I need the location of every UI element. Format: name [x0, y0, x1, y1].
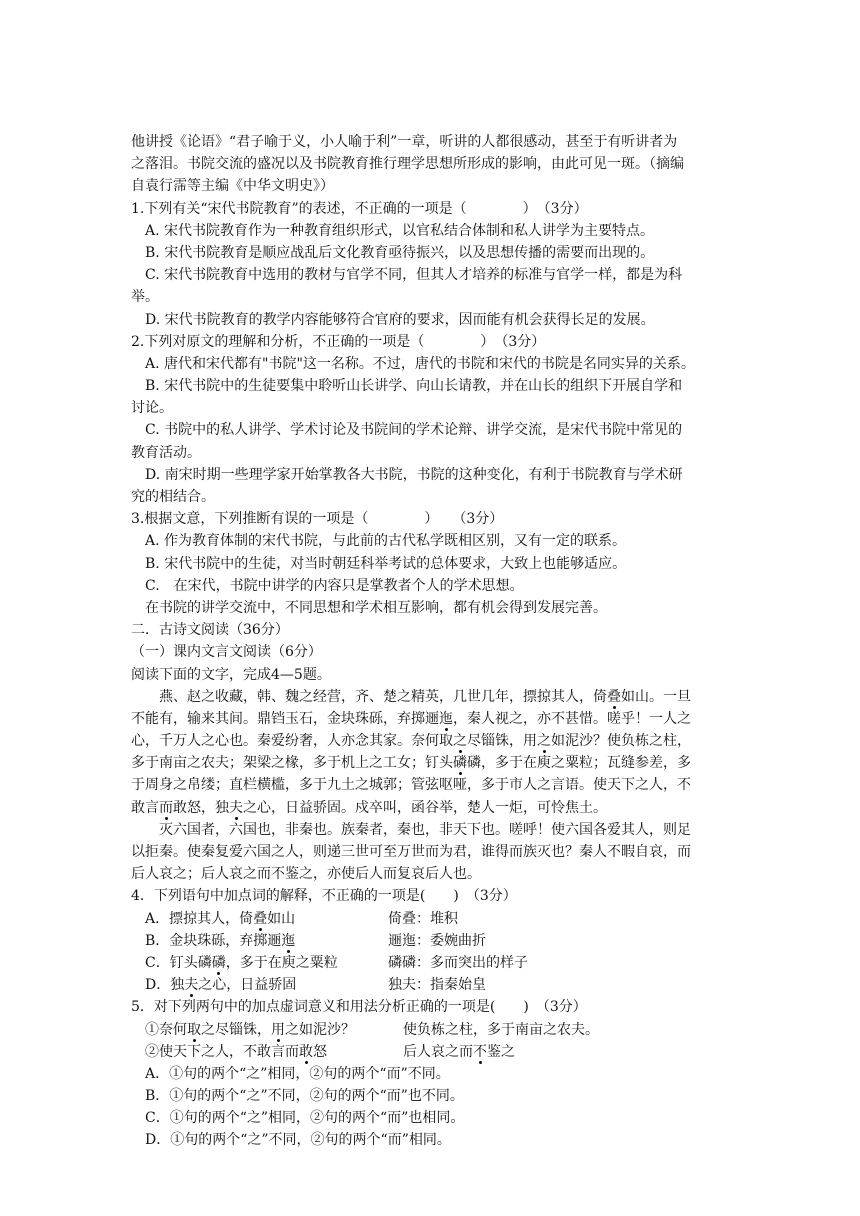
emphasis-dot-char: 用 [271, 1021, 285, 1038]
question-5-option: D．①句的两个“之”不同，②句的两个“而”相同。 [145, 1132, 451, 1149]
question-5-option: C．①句的两个“之”相同，②句的两个“而”也相同。 [145, 1110, 465, 1127]
option-gloss: 独夫：指秦始皇 [388, 977, 486, 994]
option-gloss: 磷磷：多而突出的样子 [388, 954, 528, 971]
emphasis-dot-char: 敢 [299, 1043, 313, 1060]
option-phrase: C．钉头磷磷，多于在庾之粟粒 [145, 954, 338, 971]
sentence-left: ②使天下之人，不敢言而敢怒 [145, 1043, 327, 1060]
emphasis-dot-char: 而 [159, 799, 173, 816]
question-4-stem: 4．下列语句中加点词的解释，不正确的一项是( ) （3分） [131, 888, 517, 905]
question-5-sentence-pair [131, 1019, 733, 1041]
passage-line: 以拒秦。使秦复爱六国之人，则递三世可至万世而为君，谁得而族灭也？秦人不暇自哀，而 [131, 844, 691, 860]
question-2-option: D. 南宋时期一些理学家开始掌教各大书院，书院的这种变化，有利于书院教育与学术研 [145, 466, 683, 483]
reading-instruction: 阅读下面的文字，完成4—5题。 [131, 666, 331, 683]
emphasis-dot-char: 夫 [184, 977, 199, 994]
question-1-option: C. 宋代书院教育中选用的教材与官学不同，但其人才培养的标准与官学一样，都是为科 [145, 267, 683, 284]
question-5-sentence-pair [131, 1041, 733, 1063]
question-2-option-continued: 讨论。 [131, 400, 173, 417]
section-heading: 二．古诗文阅读（36分） [131, 622, 289, 639]
question-2-option: A. 唐代和宋代都有"书院"这一名称。不过，唐代的书院和宋代的书院是名同实异的关系。 [145, 355, 695, 372]
emphasis-dot-char: 叠 [253, 910, 268, 927]
sentence-left: ①奈何取之尽锱铢，用之如泥沙？ [145, 1021, 355, 1038]
question-3-option: B. 宋代书院中的生徒，对当时朝廷科举考试的总体要求，大致上也能够适应。 [145, 555, 627, 572]
emphasis-dot-char: 不 [473, 1043, 487, 1060]
emphasis-dot-char: 磷 [453, 755, 467, 772]
passage-line: 后人哀之；后人哀之而不鉴之，亦使后人而复哀后人也。 [131, 866, 481, 883]
emphasis-dot-char: 夫 [229, 799, 243, 816]
emphasis-dot-char: 磷 [211, 954, 226, 971]
question-3-stem: 3.根据文意，下列推断有误的一项是（ ） （3分） [131, 511, 504, 528]
emphasis-dot-char: 取 [187, 1021, 201, 1038]
sentence-right: 后人哀之而不鉴之 [403, 1043, 515, 1060]
emphasis-dot-char: 迤 [439, 710, 453, 727]
classical-passage [131, 686, 733, 886]
passage-line: 心，千万人之心也。秦爱纷奢，人亦念其家。奈何取之尽锱铢，用之如泥沙？使负栋之柱， [131, 733, 691, 750]
option-phrase: A．摽掠其人，倚叠如山 [145, 910, 296, 927]
question-2-option: B. 宋代书院中的生徒要集中聆听山长讲学、向山长请教，并在山长的组织下开展自学和 [145, 378, 683, 395]
question-1-option: B. 宋代书院教育是顺应战乱后文化教育亟待振兴，以及思想传播的需要而出现的。 [145, 244, 655, 261]
option-phrase: B．金块珠砾，弃掷逦迤 [145, 932, 296, 949]
question-3-option: A. 作为教育体制的宋代书院，与此前的古代私学既相区别，又有一定的联系。 [145, 533, 627, 550]
question-1-option: A. 宋代书院教育作为一种教育组织形式，以官私结合体制和私人讲学为主要特点。 [145, 222, 655, 239]
passage-line: 敢言而敢怒，独夫之心，日益骄固。戍卒叫，函谷举，楚人一炬，可怜焦土。 [131, 799, 607, 816]
passage-line: 不能有，输来其间。鼎铛玉石，金块珠砾，弃掷逦迤，秦人视之，亦不甚惜。嗟乎！一人之 [131, 710, 691, 727]
sentence-right: 使负栋之柱，多于南亩之农夫。 [403, 1021, 599, 1038]
question-2-option-continued: 教育活动。 [131, 444, 201, 461]
intro-line: 自袁行霈等主编《中华文明史》） [131, 178, 334, 195]
question-2-stem: 2.下列对原文的理解和分析，不正确的一项是（ ） （3分） [131, 333, 546, 350]
question-2-option: C. 书院中的私人讲学、学术讨论及书院间的学术论辩、讲学交流，是宋代书院中常见的 [145, 422, 683, 439]
question-2-option-continued: 究的相结合。 [131, 489, 215, 505]
question-1-stem: 1.下列有关“宋代书院教育”的表述，不正确的一项是（ ） （3分） [131, 200, 588, 217]
question-5-option: B．①句的两个“之”不同，②句的两个“而”也不同。 [145, 1088, 464, 1105]
question-4-option [131, 930, 733, 952]
passage-line: 多于南亩之农夫；架梁之椽，多于机上之工女；钉头磷磷，多于在庾之粟粒；瓦缝参差，多 [131, 755, 691, 772]
option-gloss: 逦迤：委婉曲折 [388, 932, 486, 949]
option-phrase: D．独夫之心，日益骄固 [145, 977, 297, 994]
document-body [131, 131, 733, 1152]
subsection-heading: （一）课内文言文阅读（6分） [131, 644, 322, 661]
passage-line: 燕、赵之收藏，韩、魏之经营，齐、楚之精英，几世几年，摽掠其人，倚叠如山。一旦 [159, 688, 691, 705]
question-3-option: C. 在宋代，书院中讲学的内容只是掌教者个人的学术思想。 [145, 577, 524, 594]
question-5-option: A．①句的两个“之”相同，②句的两个“而”不同。 [145, 1065, 450, 1082]
question-5-stem: 5．对下列两句中的加点虚词意义和用法分析正确的一项是( ) （3分） [131, 999, 587, 1016]
passage-line: 灭六国者，六国也，非秦也。族秦者，秦也，非天下也。嗟呼！使六国各爱其人，则足 [159, 821, 691, 838]
question-4-option [131, 908, 733, 930]
question-4-option [131, 974, 733, 996]
passage-line: 于周身之帛缕；直栏横槛，多于九土之城郭；管弦呕哑，多于市人之言语。使天下之人，不 [131, 777, 691, 794]
question-3-option: 在书院的讲学交流中，不同思想和学术相互影响，都有机会得到发展完善。 [145, 599, 607, 616]
emphasis-dot-char: 之 [537, 733, 551, 750]
question-1-option-continued: 举。 [131, 289, 159, 306]
emphasis-dot-char: 迤 [281, 932, 296, 949]
question-1-option: D. 宋代书院教育的教学内容能够符合官府的要求，因而能有机会获得长足的发展。 [145, 311, 655, 328]
question-4-option [131, 952, 733, 974]
emphasis-dot-char: 叠 [607, 688, 621, 705]
emphasis-dot-char: 之 [453, 733, 467, 750]
option-gloss: 倚叠：堆积 [388, 910, 458, 927]
intro-line: 他讲授《论语》“君子喻于义，小人喻于利”一章，听讲的人都很感动，甚至于有听讲者为 [131, 134, 678, 150]
intro-line: 之落泪。书院交流的盛况以及书院教育推行理学思想所形成的影响，由此可见一斑。（摘编 [131, 156, 684, 173]
